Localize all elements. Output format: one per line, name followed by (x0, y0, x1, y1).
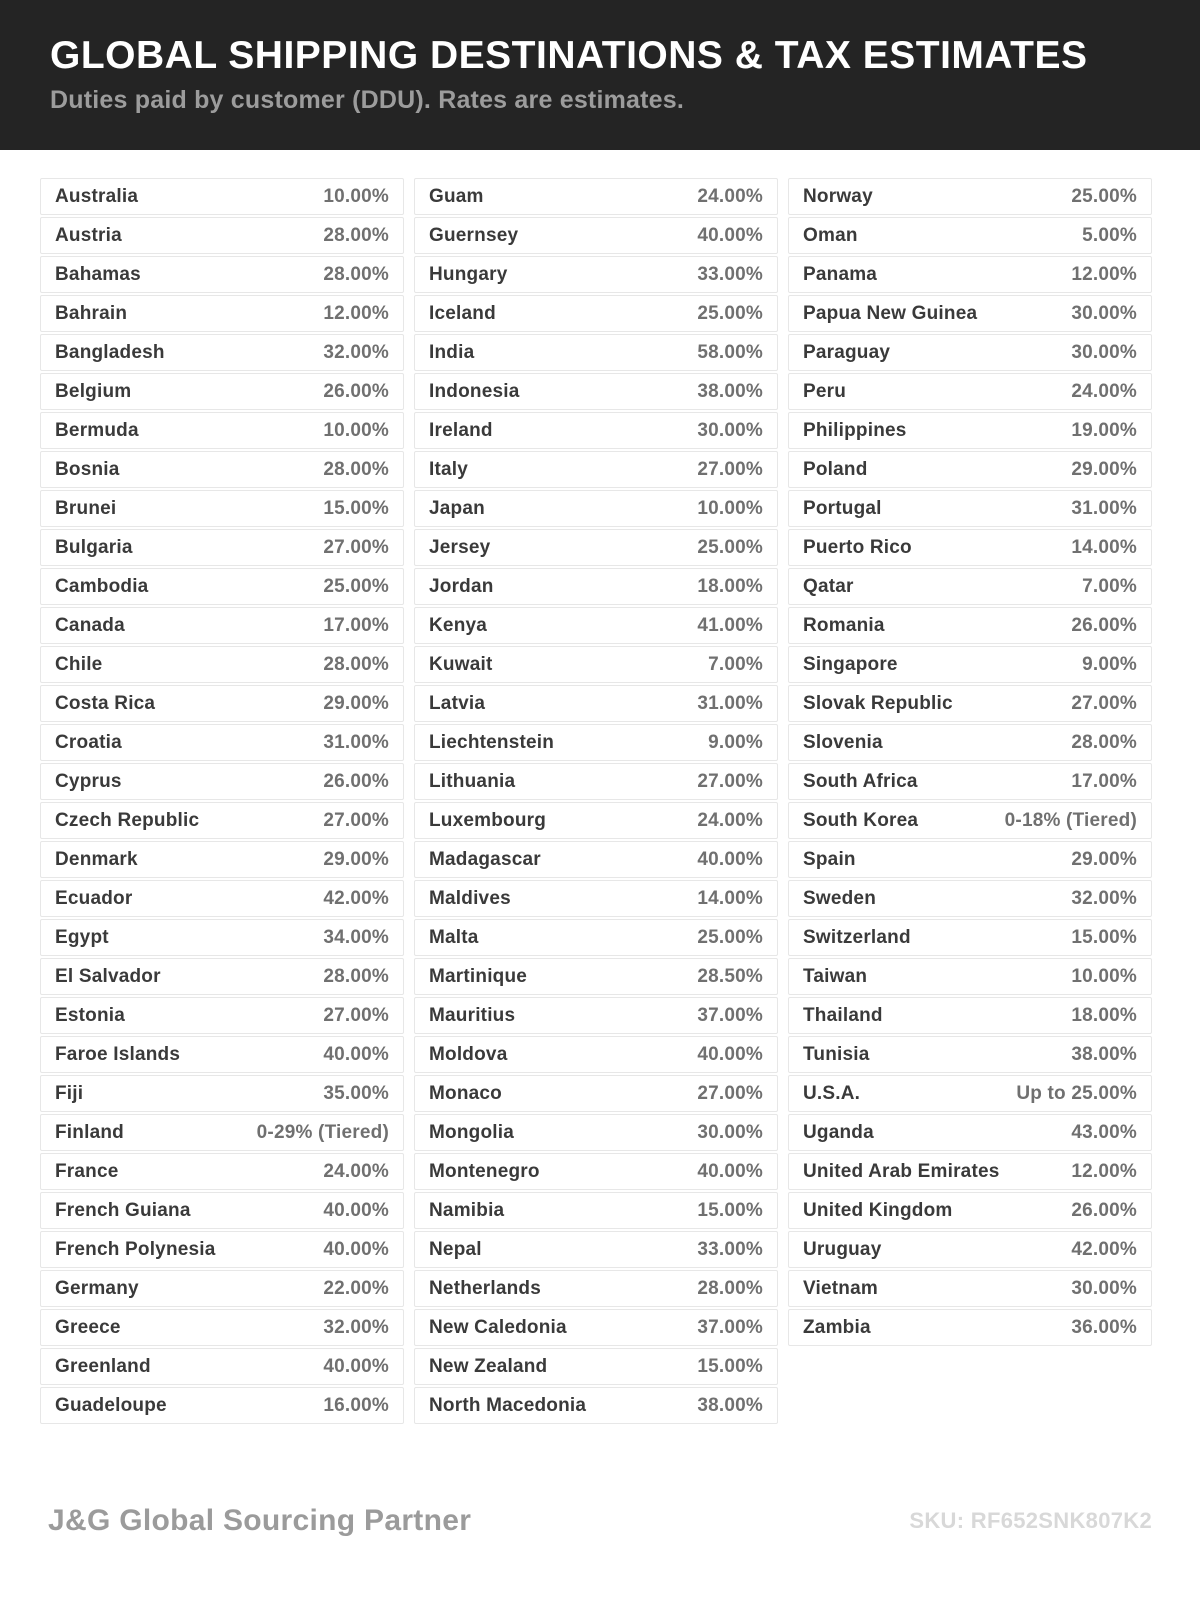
country-name: South Africa (803, 770, 918, 792)
table-row (40, 295, 404, 332)
tax-rate: 27.00% (323, 536, 389, 558)
country-name: Peru (803, 380, 847, 402)
table-row (788, 1114, 1152, 1151)
country-name: North Macedonia (429, 1394, 587, 1416)
table-row (788, 568, 1152, 605)
table-row (40, 1192, 404, 1229)
tax-rate: 28.00% (323, 224, 389, 246)
country-name: Cambodia (55, 575, 149, 597)
country-name: Mongolia (429, 1121, 514, 1143)
tax-rate: 31.00% (1071, 497, 1137, 519)
table-row (788, 997, 1152, 1034)
tax-rate: 22.00% (323, 1277, 389, 1299)
table-row (788, 373, 1152, 410)
country-name: Norway (803, 185, 873, 207)
tax-rate: 10.00% (697, 497, 763, 519)
table-row (414, 1036, 778, 1073)
tax-rate: 40.00% (323, 1238, 389, 1260)
country-name: Qatar (803, 575, 854, 597)
country-name: Croatia (55, 731, 122, 753)
country-name: Nepal (429, 1238, 482, 1260)
table-row (414, 1270, 778, 1307)
table-row (414, 646, 778, 683)
tax-rate: 33.00% (697, 1238, 763, 1260)
country-name: India (429, 341, 475, 363)
country-name: U.S.A. (803, 1082, 861, 1104)
table-row (788, 529, 1152, 566)
table-row (40, 1231, 404, 1268)
country-name: Uganda (803, 1121, 874, 1143)
country-name: Belgium (55, 380, 132, 402)
country-name: Paraguay (803, 341, 891, 363)
country-name: Guam (429, 185, 484, 207)
table-row (414, 841, 778, 878)
table-row (414, 607, 778, 644)
table-row (414, 1309, 778, 1346)
table-row (414, 1231, 778, 1268)
tax-rate: 26.00% (1071, 1199, 1137, 1221)
country-name: Bosnia (55, 458, 120, 480)
country-name: Jordan (429, 575, 494, 597)
table-row (414, 295, 778, 332)
country-name: Brunei (55, 497, 117, 519)
country-name: Romania (803, 614, 885, 636)
table-row (40, 529, 404, 566)
table-row (414, 334, 778, 371)
rates-column-3 (788, 178, 1152, 1426)
table-row (414, 529, 778, 566)
tax-rate: 37.00% (697, 1316, 763, 1338)
country-name: Slovak Republic (803, 692, 953, 714)
tax-rate: 40.00% (697, 848, 763, 870)
table-row (414, 490, 778, 527)
country-name: Oman (803, 224, 858, 246)
country-name: Tunisia (803, 1043, 870, 1065)
page-footer (0, 1504, 1200, 1538)
table-row (40, 1036, 404, 1073)
country-name: Sweden (803, 887, 876, 909)
table-row (788, 802, 1152, 839)
country-name: Martinique (429, 965, 528, 987)
tax-rate: 25.00% (1071, 185, 1137, 207)
country-name: Austria (55, 224, 122, 246)
brand-name: J&G Global Sourcing Partner (48, 1504, 472, 1537)
country-name: Indonesia (429, 380, 520, 402)
country-name: Puerto Rico (803, 536, 912, 558)
tax-rate: 26.00% (323, 770, 389, 792)
table-row (788, 724, 1152, 761)
tax-rate: 18.00% (1071, 1004, 1137, 1026)
table-row (414, 373, 778, 410)
table-row (40, 802, 404, 839)
tax-rate: 40.00% (323, 1355, 389, 1377)
country-name: Costa Rica (55, 692, 156, 714)
rates-column-2 (414, 178, 778, 1426)
tax-rate: 17.00% (323, 614, 389, 636)
tax-rate: 34.00% (323, 926, 389, 948)
table-row (40, 1387, 404, 1424)
table-row (414, 451, 778, 488)
table-row (40, 724, 404, 761)
table-row (788, 334, 1152, 371)
tax-rate: 14.00% (1071, 536, 1137, 558)
country-name: French Polynesia (55, 1238, 216, 1260)
tax-rate: 25.00% (323, 575, 389, 597)
country-name: Denmark (55, 848, 138, 870)
country-name: Moldova (429, 1043, 508, 1065)
country-name: Panama (803, 263, 878, 285)
tax-rate: 15.00% (323, 497, 389, 519)
table-row (40, 490, 404, 527)
page-title: GLOBAL SHIPPING DESTINATIONS & TAX ESTIMATES (50, 34, 1088, 77)
country-name: Ireland (429, 419, 493, 441)
tax-rate: 40.00% (323, 1199, 389, 1221)
table-row (414, 724, 778, 761)
country-name: New Zealand (429, 1355, 548, 1377)
table-row (40, 958, 404, 995)
table-row (40, 1153, 404, 1190)
tax-rate: 26.00% (323, 380, 389, 402)
tax-rate: 17.00% (1071, 770, 1137, 792)
country-name: Portugal (803, 497, 882, 519)
tax-rate: 27.00% (697, 458, 763, 480)
tax-rate: 27.00% (697, 1082, 763, 1104)
tax-rate: 32.00% (1071, 887, 1137, 909)
table-row (40, 919, 404, 956)
table-row (788, 1309, 1152, 1346)
country-name: United Arab Emirates (803, 1160, 1000, 1182)
tax-rate: 28.50% (697, 965, 763, 987)
country-name: Japan (429, 497, 485, 519)
tax-rate: 31.00% (697, 692, 763, 714)
tax-rate: 40.00% (697, 224, 763, 246)
table-row (40, 412, 404, 449)
country-name: Madagascar (429, 848, 541, 870)
rates-table (0, 150, 1200, 1426)
country-name: Canada (55, 614, 125, 636)
tax-rate: 41.00% (697, 614, 763, 636)
table-row (788, 1075, 1152, 1112)
tax-rate: 25.00% (697, 302, 763, 324)
tax-rate: 43.00% (1071, 1121, 1137, 1143)
table-row (40, 451, 404, 488)
tax-rate: 28.00% (697, 1277, 763, 1299)
country-name: Latvia (429, 692, 486, 714)
country-name: New Caledonia (429, 1316, 567, 1338)
page-subtitle: Duties paid by customer (DDU). Rates are estimates. (50, 85, 685, 114)
country-name: Iceland (429, 302, 496, 324)
tax-rate: 38.00% (1071, 1043, 1137, 1065)
table-row (414, 217, 778, 254)
table-row (788, 1036, 1152, 1073)
table-row (414, 256, 778, 293)
table-row (40, 1114, 404, 1151)
tax-rate: 25.00% (697, 536, 763, 558)
table-row (414, 1348, 778, 1385)
table-row (40, 841, 404, 878)
tax-rate: 9.00% (1082, 653, 1137, 675)
table-row (414, 1153, 778, 1190)
country-name: Guernsey (429, 224, 519, 246)
country-name: Malta (429, 926, 479, 948)
table-row (414, 1114, 778, 1151)
table-row (414, 763, 778, 800)
country-name: Maldives (429, 887, 511, 909)
country-name: Lithuania (429, 770, 516, 792)
table-row (414, 178, 778, 215)
sku-label: SKU: RF652SNK807K2 (909, 1508, 1152, 1533)
country-name: South Korea (803, 809, 919, 831)
page-header (0, 0, 1200, 150)
table-row (414, 412, 778, 449)
table-row (788, 178, 1152, 215)
tax-rate: 42.00% (323, 887, 389, 909)
table-row (414, 1387, 778, 1424)
country-name: Bulgaria (55, 536, 133, 558)
tax-rate: 19.00% (1071, 419, 1137, 441)
tax-rate: 7.00% (1082, 575, 1137, 597)
tax-rate: 27.00% (323, 1004, 389, 1026)
tax-rate: 29.00% (1071, 458, 1137, 480)
tax-rate: 36.00% (1071, 1316, 1137, 1338)
country-name: Chile (55, 653, 103, 675)
tax-rate: 10.00% (323, 419, 389, 441)
tax-rate: 14.00% (697, 887, 763, 909)
country-name: Greenland (55, 1355, 151, 1377)
tax-rate: 12.00% (1071, 1160, 1137, 1182)
table-row (40, 880, 404, 917)
tax-rate: 10.00% (323, 185, 389, 207)
country-name: Guadeloupe (55, 1394, 167, 1416)
country-name: Ecuador (55, 887, 133, 909)
country-name: Montenegro (429, 1160, 540, 1182)
tax-rate: 16.00% (323, 1394, 389, 1416)
country-name: Fiji (55, 1082, 84, 1104)
tax-rate: 35.00% (323, 1082, 389, 1104)
country-name: Bangladesh (55, 341, 165, 363)
tax-rate: 28.00% (323, 458, 389, 480)
country-name: Australia (55, 185, 139, 207)
tax-rate: 58.00% (697, 341, 763, 363)
country-name: Taiwan (803, 965, 868, 987)
country-name: Zambia (803, 1316, 871, 1338)
tax-rate: 30.00% (1071, 302, 1137, 324)
country-name: Greece (55, 1316, 121, 1338)
country-name: Singapore (803, 653, 898, 675)
table-row (788, 217, 1152, 254)
country-name: Thailand (803, 1004, 883, 1026)
country-name: United Kingdom (803, 1199, 953, 1221)
table-row (414, 568, 778, 605)
table-row (788, 1231, 1152, 1268)
table-row (40, 607, 404, 644)
table-row (414, 685, 778, 722)
tax-rate: 26.00% (1071, 614, 1137, 636)
country-name: Kuwait (429, 653, 493, 675)
country-name: Uruguay (803, 1238, 882, 1260)
table-row (40, 1270, 404, 1307)
country-name: Cyprus (55, 770, 122, 792)
tax-rate: 42.00% (1071, 1238, 1137, 1260)
tax-rate: 33.00% (697, 263, 763, 285)
country-name: Czech Republic (55, 809, 200, 831)
country-name: Kenya (429, 614, 488, 636)
tax-rate: 0-29% (Tiered) (256, 1121, 389, 1143)
table-row (40, 217, 404, 254)
tax-rate: 28.00% (1071, 731, 1137, 753)
table-row (414, 802, 778, 839)
tax-rate: 5.00% (1082, 224, 1137, 246)
country-name: Luxembourg (429, 809, 547, 831)
table-row (788, 685, 1152, 722)
table-row (40, 997, 404, 1034)
table-row (788, 490, 1152, 527)
country-name: Slovenia (803, 731, 883, 753)
tax-rate: 30.00% (697, 1121, 763, 1143)
country-name: Estonia (55, 1004, 126, 1026)
table-row (40, 646, 404, 683)
table-row (788, 841, 1152, 878)
tax-rate: 15.00% (697, 1355, 763, 1377)
table-row (414, 1192, 778, 1229)
table-row (414, 997, 778, 1034)
country-name: Spain (803, 848, 856, 870)
tax-rate: 38.00% (697, 1394, 763, 1416)
tax-rate: 29.00% (1071, 848, 1137, 870)
table-row (40, 763, 404, 800)
country-name: Bermuda (55, 419, 139, 441)
tax-rate: 37.00% (697, 1004, 763, 1026)
country-name: Finland (55, 1121, 124, 1143)
country-name: Faroe Islands (55, 1043, 181, 1065)
tax-rate: 32.00% (323, 1316, 389, 1338)
country-name: Italy (429, 458, 469, 480)
country-name: Bahamas (55, 263, 141, 285)
table-row (788, 1153, 1152, 1190)
country-name: Netherlands (429, 1277, 542, 1299)
tax-rate: 30.00% (697, 419, 763, 441)
country-name: Germany (55, 1277, 139, 1299)
tax-rate: 12.00% (323, 302, 389, 324)
country-name: Namibia (429, 1199, 505, 1221)
tax-rate: 28.00% (323, 653, 389, 675)
country-name: Monaco (429, 1082, 502, 1104)
tax-rate: 30.00% (1071, 341, 1137, 363)
country-name: Hungary (429, 263, 508, 285)
table-row (788, 451, 1152, 488)
table-row (788, 1270, 1152, 1307)
tax-rate: 30.00% (1071, 1277, 1137, 1299)
table-row (788, 607, 1152, 644)
tax-rate: 0-18% (Tiered) (1004, 809, 1137, 831)
table-row (788, 646, 1152, 683)
table-row (40, 1309, 404, 1346)
tax-rate: 28.00% (323, 965, 389, 987)
tax-rate: 24.00% (697, 185, 763, 207)
table-row (414, 958, 778, 995)
tax-rate: 27.00% (1071, 692, 1137, 714)
table-row (40, 256, 404, 293)
country-name: Philippines (803, 419, 907, 441)
tax-rate: 12.00% (1071, 263, 1137, 285)
table-row (788, 763, 1152, 800)
tax-rate: 15.00% (1071, 926, 1137, 948)
table-row (40, 178, 404, 215)
tax-rate: 38.00% (697, 380, 763, 402)
table-row (40, 568, 404, 605)
country-name: Papua New Guinea (803, 302, 978, 324)
tax-rate: 31.00% (323, 731, 389, 753)
rates-column-1 (40, 178, 404, 1426)
tax-rate: 27.00% (697, 770, 763, 792)
country-name: Poland (803, 458, 868, 480)
tax-rate: 32.00% (323, 341, 389, 363)
table-row (40, 1075, 404, 1112)
country-name: France (55, 1160, 119, 1182)
country-name: Egypt (55, 926, 109, 948)
tax-rate: 7.00% (708, 653, 763, 675)
table-row (414, 880, 778, 917)
table-row (788, 880, 1152, 917)
tax-rate: 24.00% (1071, 380, 1137, 402)
table-row (40, 334, 404, 371)
table-row (40, 373, 404, 410)
table-row (788, 1192, 1152, 1229)
table-row (40, 685, 404, 722)
table-row (40, 1348, 404, 1385)
tax-rate: 24.00% (697, 809, 763, 831)
tax-rate: 24.00% (323, 1160, 389, 1182)
country-name: Jersey (429, 536, 491, 558)
tax-rate: 28.00% (323, 263, 389, 285)
tax-rate: 25.00% (697, 926, 763, 948)
table-row (788, 256, 1152, 293)
tax-rate: 15.00% (697, 1199, 763, 1221)
table-row (788, 412, 1152, 449)
country-name: Mauritius (429, 1004, 516, 1026)
table-row (414, 919, 778, 956)
tax-rate: 40.00% (697, 1043, 763, 1065)
country-name: Bahrain (55, 302, 128, 324)
table-row (788, 919, 1152, 956)
country-name: French Guiana (55, 1199, 191, 1221)
tax-rate: 40.00% (323, 1043, 389, 1065)
tax-rate: 27.00% (323, 809, 389, 831)
country-name: Switzerland (803, 926, 911, 948)
table-row (414, 1075, 778, 1112)
tax-rate: 29.00% (323, 848, 389, 870)
tax-rate: 18.00% (697, 575, 763, 597)
country-name: Vietnam (803, 1277, 878, 1299)
country-name: Liechtenstein (429, 731, 555, 753)
tax-rate: 9.00% (708, 731, 763, 753)
table-row (788, 295, 1152, 332)
tax-rate: Up to 25.00% (1016, 1082, 1137, 1104)
table-row (788, 958, 1152, 995)
tax-rate: 29.00% (323, 692, 389, 714)
tax-rate: 10.00% (1071, 965, 1137, 987)
tax-rate: 40.00% (697, 1160, 763, 1182)
country-name: El Salvador (55, 965, 161, 987)
